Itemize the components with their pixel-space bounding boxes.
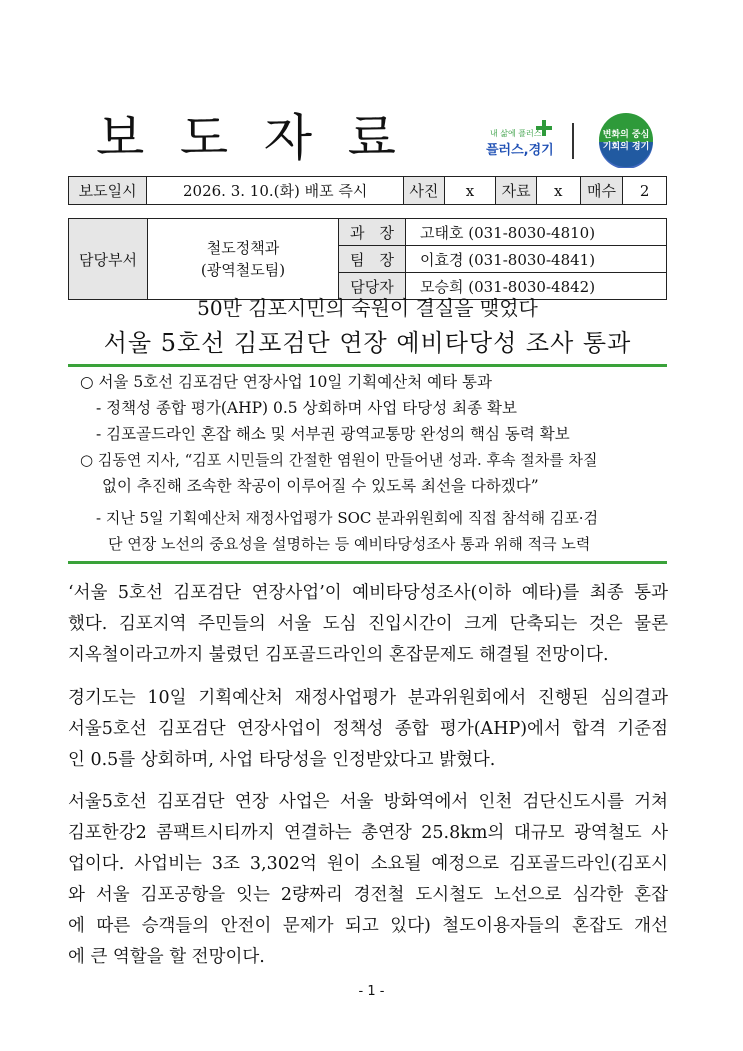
contact-person: 고태호 (031-8030-4810) bbox=[406, 219, 667, 246]
logo-main-text: 플러스,경기 bbox=[486, 143, 554, 158]
pages-label: 매수 bbox=[580, 177, 623, 205]
sub-headline: 50만 김포시민의 숙원이 결실을 맺었다 bbox=[197, 296, 538, 320]
department-name bbox=[148, 219, 339, 300]
date-label: 보도일시 bbox=[69, 177, 147, 205]
contact-person: 모승희 (031-8030-4842) bbox=[406, 273, 667, 300]
body-line: 에 큰 역할을 할 전망이다. bbox=[68, 947, 265, 967]
body-line: 와 서울 김포공항을 잇는 2량짜리 경전철 도시철도 노선으로 심각한 혼잡 bbox=[68, 885, 668, 905]
divider-bottom bbox=[68, 561, 667, 564]
department-label: 담당부서 bbox=[69, 219, 148, 300]
divider-top bbox=[68, 364, 667, 367]
body-paragraph-2 bbox=[68, 683, 668, 776]
summary-sub-bullet: - 지난 5일 기획예산처 재정사업평가 SOC 분과위원회에 직접 참석해 김포·검 bbox=[96, 509, 599, 527]
body-line: 업이다. 사업비는 3조 3,302억 원이 소요될 예정으로 김포골드라인(김포시 bbox=[68, 854, 668, 874]
body-line: ‘서울 5호선 김포검단 연장사업’이 예비타당성조사(이하 예타)를 최종 통과 bbox=[68, 583, 668, 603]
contact-person: 이효경 (031-8030-4841) bbox=[406, 246, 667, 273]
department-name-line2: (광역철도팀) bbox=[200, 261, 286, 279]
title-char: 도 bbox=[179, 109, 229, 167]
material-value: x bbox=[536, 177, 580, 205]
summary-bullet-cont: 없이 추진해 조속한 착공이 이루어질 수 있도록 최선을 다하겠다” bbox=[102, 477, 539, 495]
department-table bbox=[68, 218, 667, 300]
summary-bullet: ○ 김동연 지사, “김포 시민들의 간절한 염원이 만들어낸 성과. 후속 절차를 차질 bbox=[80, 451, 598, 469]
body-line: 에 따른 승객들의 안전이 문제가 되고 있다) 철도이용자들의 혼잡도 개선 bbox=[68, 916, 668, 936]
material-label: 자료 bbox=[496, 177, 537, 205]
body-line: 경기도는 10일 기획예산처 재정사업평가 분과위원회에서 진행된 심의결과 bbox=[68, 688, 668, 708]
contact-role: 팀 장 bbox=[339, 246, 406, 273]
summary-sub-bullet: - 정책성 종합 평가(AHP) 0.5 상회하며 사업 타당성 최종 확보 bbox=[96, 399, 517, 417]
page-number: - 1 - bbox=[358, 984, 385, 999]
logo-line2: 기회의 경기 bbox=[602, 142, 650, 152]
body-line: 지옥철이라고까지 불렸던 김포골드라인의 혼잡문제도 해결될 전망이다. bbox=[68, 645, 609, 665]
photo-label: 사진 bbox=[404, 177, 445, 205]
release-info-table bbox=[68, 176, 667, 205]
body-line: 서울5호선 김포검단 연장사업이 정책성 종합 평가(AHP)에서 합격 기준점 bbox=[68, 719, 668, 739]
photo-value: x bbox=[444, 177, 496, 205]
date-value: 2026. 3. 10.(화) 배포 즉시 bbox=[147, 177, 404, 205]
pages-value: 2 bbox=[623, 177, 667, 205]
body-line: 했다. 김포지역 주민들의 서울 도심 진입시간이 크게 단축되는 것은 물론 bbox=[68, 614, 668, 634]
summary-sub-bullet-cont: 단 연장 노선의 중요성을 설명하는 등 예비타당성조사 통과 위해 적극 노력 bbox=[108, 535, 591, 553]
page-title bbox=[96, 108, 396, 168]
main-headline: 서울 5호선 김포검단 연장 예비타당성 조사 통과 bbox=[103, 329, 632, 357]
body-paragraph-3 bbox=[68, 787, 668, 973]
department-name-line1: 철도정책과 bbox=[206, 239, 280, 257]
logo-line1: 변화의 중심 bbox=[602, 130, 650, 140]
logo-small-text: 내 삶에 플러스 bbox=[490, 129, 542, 138]
body-paragraph-1 bbox=[68, 578, 668, 671]
logo-divider bbox=[572, 123, 574, 159]
plus-gyeonggi-logo bbox=[484, 118, 562, 166]
title-char: 료 bbox=[347, 109, 396, 167]
title-char: 자 bbox=[263, 109, 313, 167]
body-line: 김포한강2 콤팩트시티까지 연결하는 총연장 25.8km의 대규모 광역철도 사 bbox=[68, 823, 668, 843]
change-center-logo bbox=[586, 112, 666, 168]
summary-sub-bullet: - 김포골드라인 혼잡 해소 및 서부권 광역교통망 완성의 핵심 동력 확보 bbox=[96, 425, 570, 443]
contact-role: 담당자 bbox=[339, 273, 406, 300]
body-line: 인 0.5를 상회하며, 사업 타당성을 인정받았다고 밝혔다. bbox=[68, 750, 496, 770]
summary-bullet: ○ 서울 5호선 김포검단 연장사업 10일 기획예산처 예타 통과 bbox=[80, 373, 492, 391]
contact-role: 과 장 bbox=[339, 219, 406, 246]
body-line: 서울5호선 김포검단 연장 사업은 서울 방화역에서 인천 검단신도시를 거쳐 bbox=[68, 792, 668, 812]
title-char: 보 bbox=[96, 109, 145, 167]
